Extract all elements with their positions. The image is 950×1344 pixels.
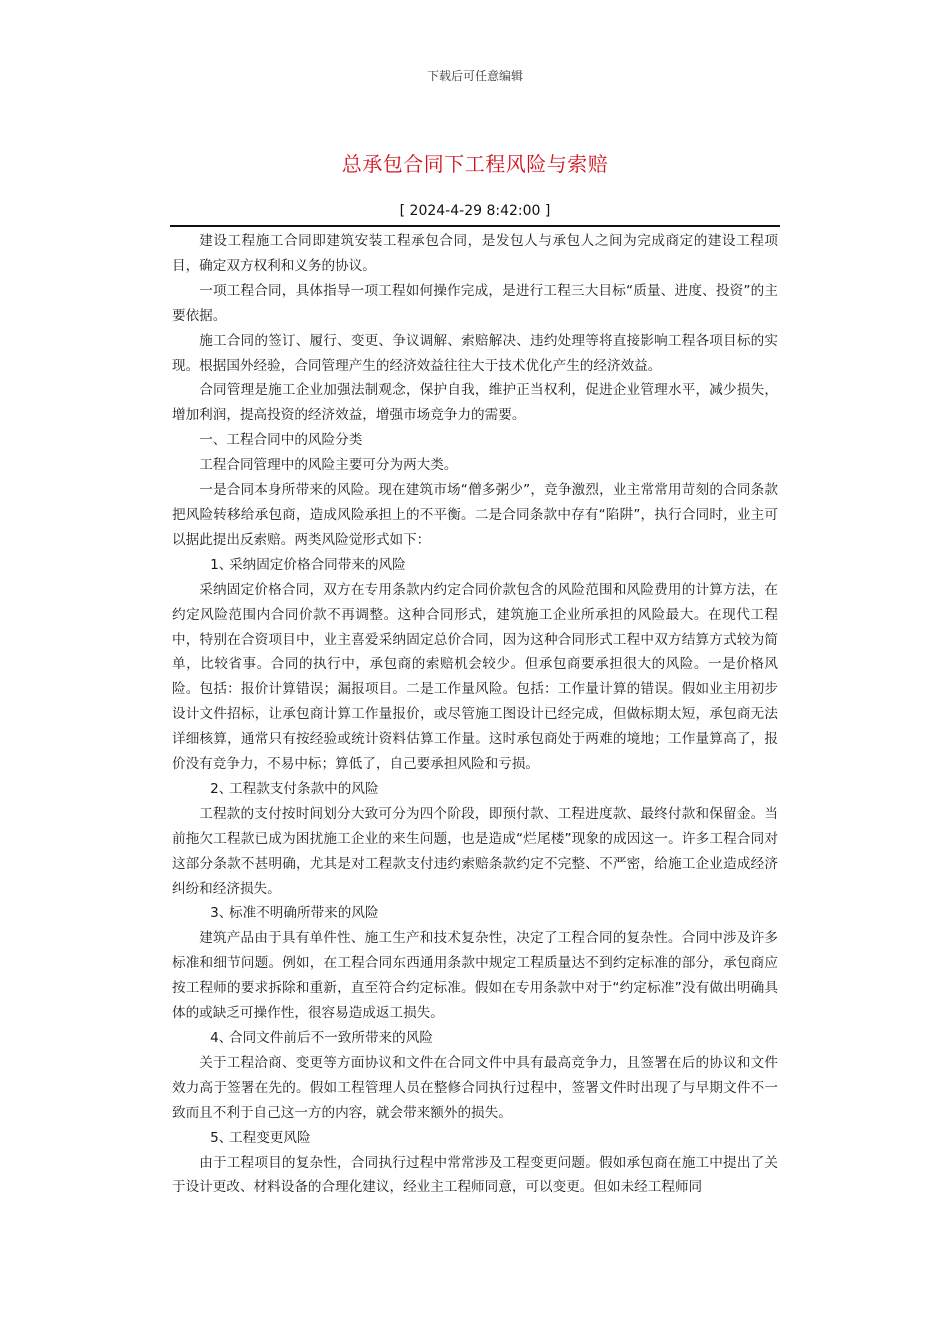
subsection-title: 工程款支付条款中的风险 <box>229 780 379 797</box>
divider <box>170 225 780 227</box>
paragraph: 工程合同管理中的风险主要可分为两大类。 <box>199 457 458 474</box>
subsection-heading <box>172 777 778 802</box>
paragraph: 建设工程施工合同即建筑安装工程承包合同，是发包人与承包人之间为完成商定的建设工程项目，确定双方权利和义务的协议。 <box>172 233 778 274</box>
page-title: 总承包合同下工程风险与索赔 <box>341 152 609 176</box>
paragraph: 工程款的支付按时间划分大致可分为四个阶段，即预付款、工程进度款、最终付款和保留金。当前拖欠工程款已成为困扰施工企业的来生问题，也是造成“烂尾楼”现象的成因这一。许多工程合同对这部分条款不甚明确，尤其是对工程款支付违约索赔条款约定不完整、不严密，给施工企业造成经济纠纷和经济损失。 <box>172 805 778 897</box>
paragraph: 关于工程洽商、变更等方面协议和文件在合同文件中具有最高竞争力，且签署在后的协议和文件效力高于签署在先的。假如工程管理人员在整修合同执行过程中，签署文件时出现了与早期文件不一致而且不利于自己这一方的内容，就会带来额外的损失。 <box>172 1054 778 1121</box>
subsection-heading <box>172 1126 778 1151</box>
subsection-number: 1、 <box>210 556 233 573</box>
subsection-number: 5、 <box>210 1129 233 1146</box>
paragraph: 建筑产品由于具有单件性、施工生产和技术复杂性，决定了工程合同的复杂性。合同中涉及许多标准和细节问题。例如，在工程合同东西通用条款中规定工程质量达不到约定标准的部分，承包商应按工程师的要求拆除和重新，直至符合约定标准。假如在专用条款中对于“约定标准”没有做出明确具体的或缺乏可操作性，很容易造成返工损失。 <box>172 930 778 1022</box>
subsection-number: 2、 <box>210 780 233 797</box>
paragraph: 合同管理是施工企业加强法制观念，保护自我，维护正当权利，促进企业管理水平，减少损失，增加利润，提高投资的经济效益，增强市场竞争力的需要。 <box>172 382 778 424</box>
subsection-number: 4、 <box>210 1030 233 1046</box>
paragraph: 一项工程合同，具体指导一项工程如何操作完成，是进行工程三大目标“质量、进度、投资”的主要依据。 <box>172 282 778 324</box>
subsection-title: 工程变更风险 <box>229 1129 311 1146</box>
subsection-title: 合同文件前后不一致所带来的风险 <box>229 1030 433 1046</box>
subsection-heading <box>172 1026 778 1051</box>
paragraph: 一是合同本身所带来的风险。现在建筑市场“僧多粥少”，竞争激烈，业主常常用苛刻的合同条款把风险转移给承包商，造成风险承担上的不平衡。二是合同条款中存有“陷阱”，执行合同时，业主可以据此提出反索赔。两类风险觉形式如下： <box>172 482 778 548</box>
article-body <box>172 229 778 1200</box>
section-heading: 一、工程合同中的风险分类 <box>199 432 363 449</box>
paragraph: 采纳固定价格合同，双方在专用条款内约定合同价款包含的风险范围和风险费用的计算方法，在约定风险范围内合同价款不再调整。这种合同形式，建筑施工企业所承担的风险最大。在现代工程中，特别在合资项目中，业主喜爱采纳固定总价合同，因为这种合同形式工程中双方结算方式较为简单，比较省事。合同的执行中，承包商的索赔机会较少。但承包商要承担很大的风险。一是价格风险。包括：报价计算错误；漏报项目。二是工作量风险。包括：工作量计算的错误。假如业主用初步设计文件招标，让承包商计算工作量报价，或尽管施工图设计已经完成，但做标期太短，承包商无法详细核算，通常只有按经验或统计资料估算工作量。这时承包商处于两难的境地；工作量算高了，报价没有竞争力，不易中标；算低了，自己要承担风险和亏损。 <box>172 581 778 773</box>
paragraph: 由于工程项目的复杂性，合同执行过程中常常涉及工程变更问题。假如承包商在施工中提出了关于设计更改、材料设备的合理化建议，经业主工程师同意，可以变更。但如未经工程师同 <box>172 1154 778 1196</box>
header-note: 下载后可任意编辑 <box>426 69 523 83</box>
timestamp: [ 2024-4-29 8:42:00 ] <box>399 203 551 219</box>
paragraph: 施工合同的签订、履行、变更、争议调解、索赔解决、违约处理等将直接影响工程各项目标的实现。根据国外经验，合同管理产生的经济效益往往大于技术优化产生的经济效益。 <box>172 332 778 374</box>
subsection-title: 标准不明确所带来的风险 <box>229 905 379 922</box>
subsection-heading <box>172 901 778 926</box>
subsection-heading <box>172 553 778 578</box>
subsection-title: 采纳固定价格合同带来的风险 <box>229 556 406 573</box>
subsection-number: 3、 <box>210 905 233 922</box>
